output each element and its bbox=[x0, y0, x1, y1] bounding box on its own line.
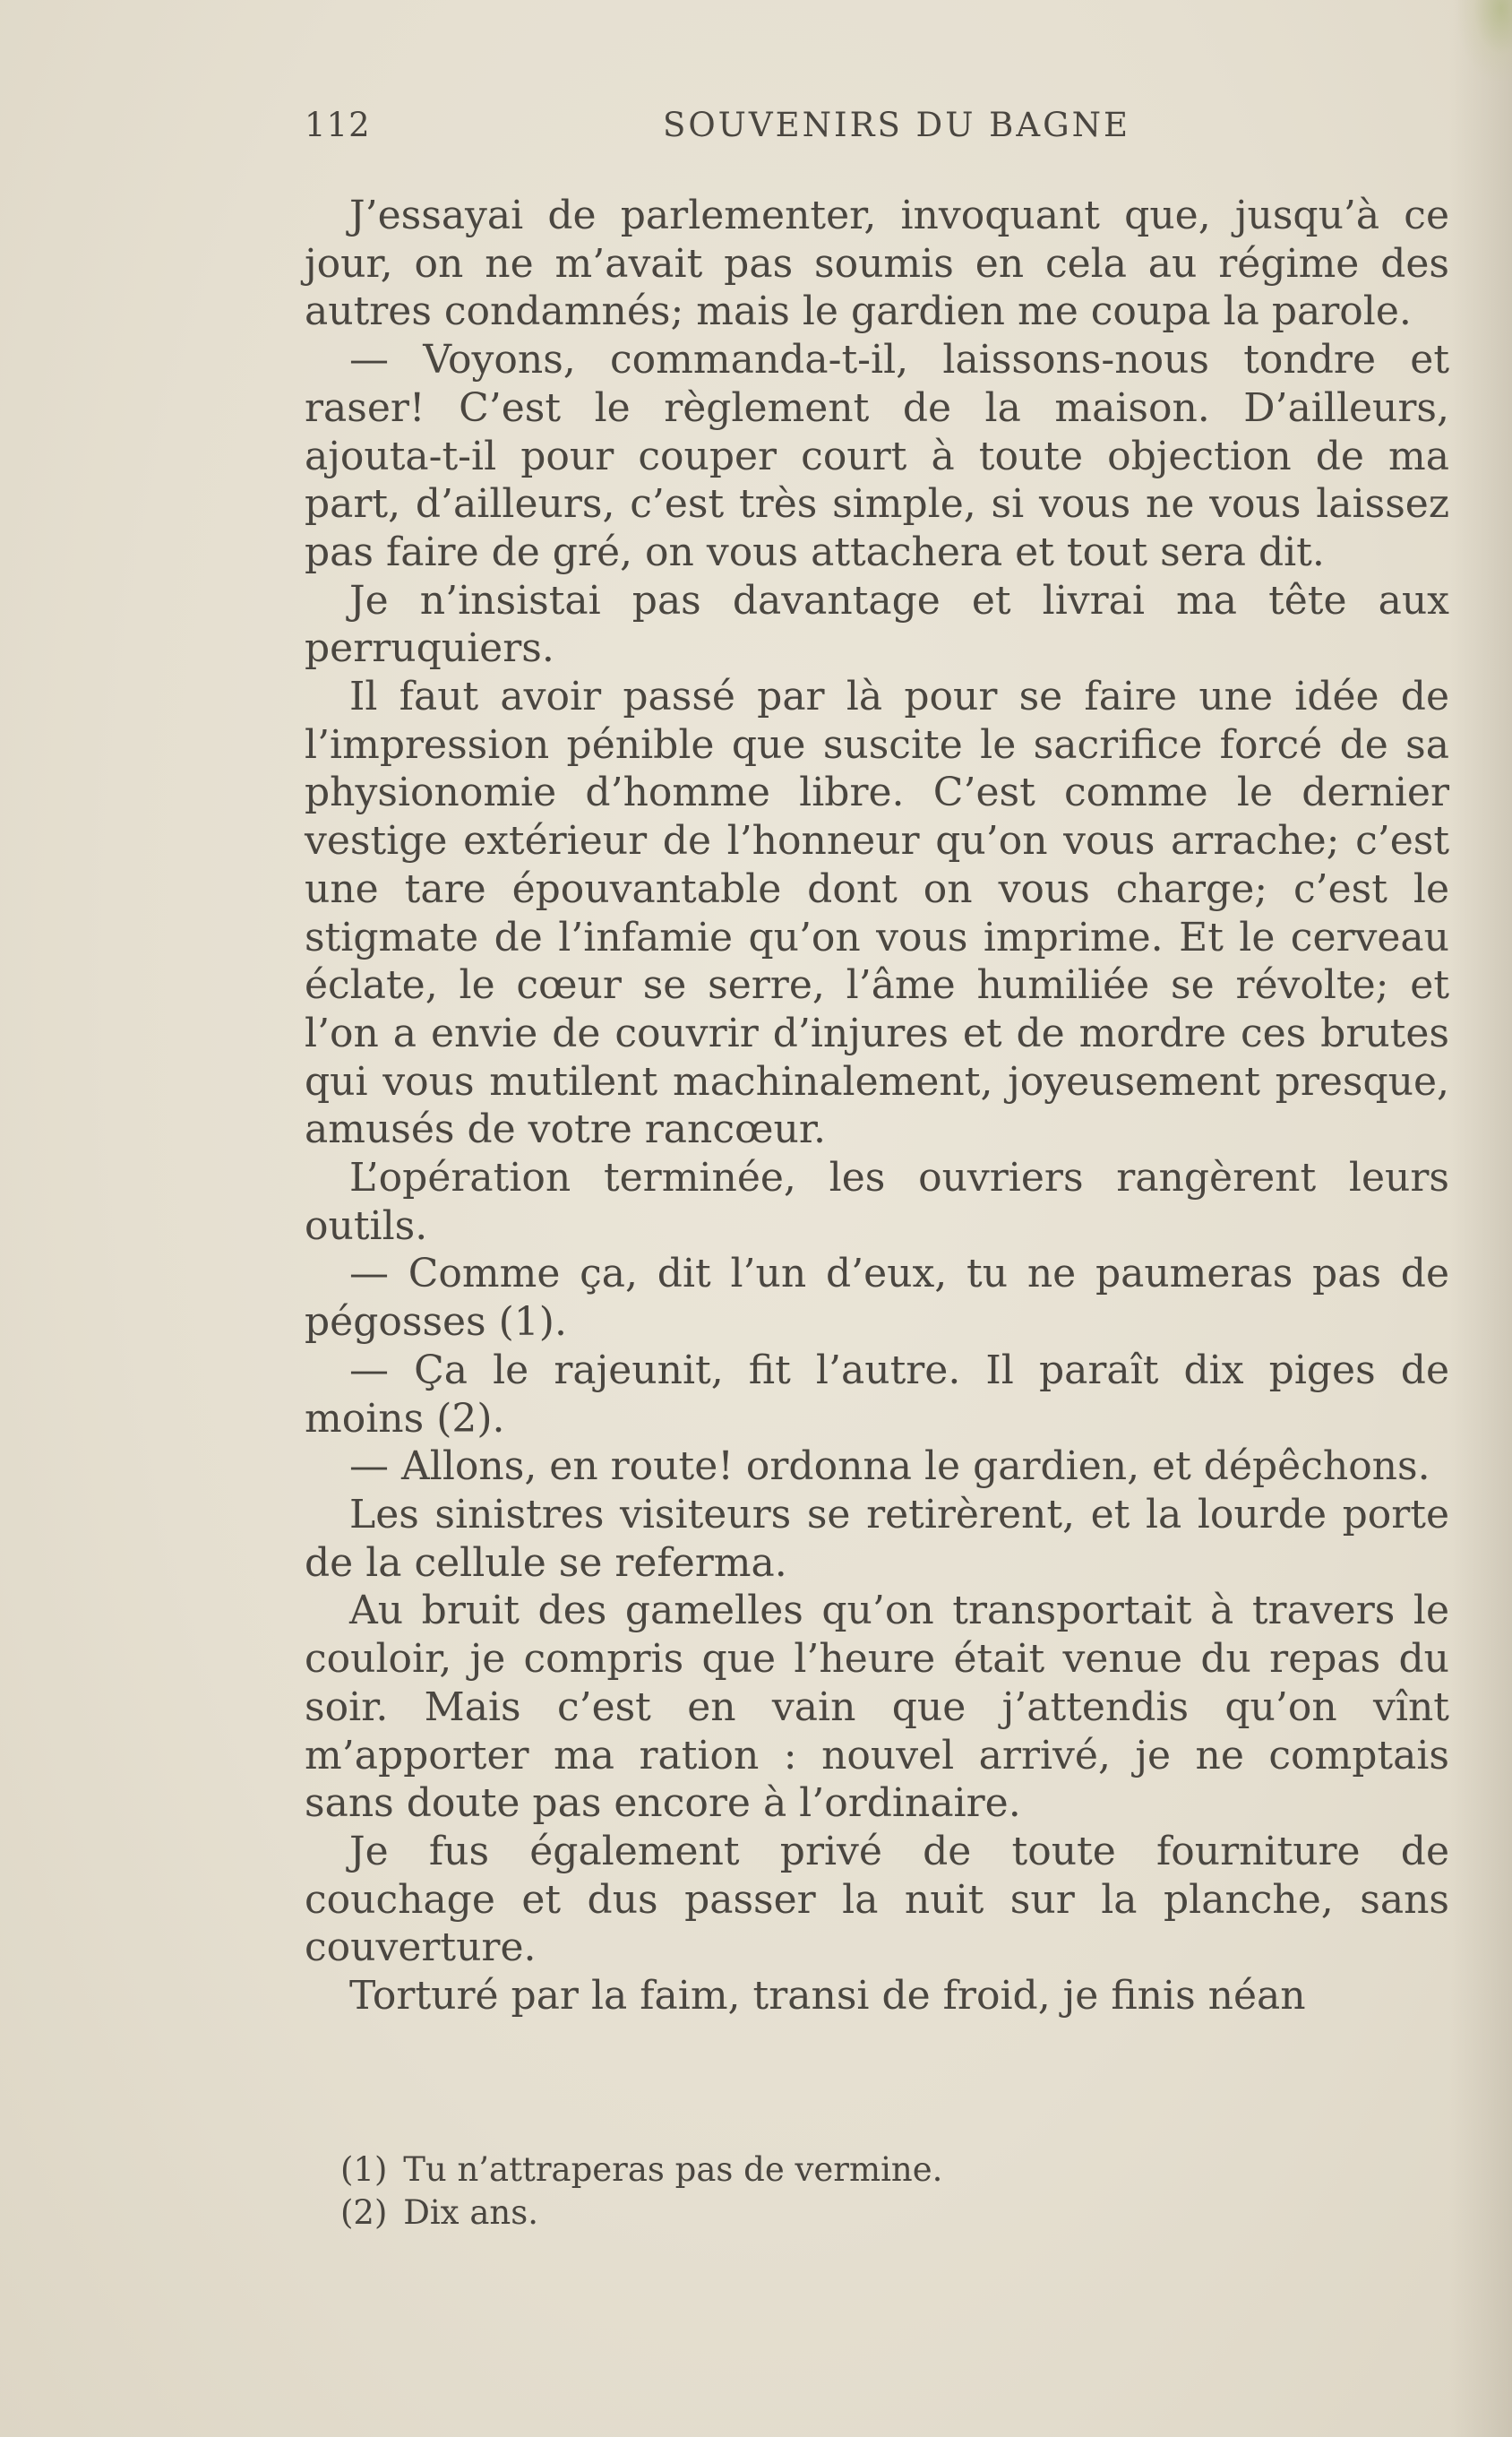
footnote-mark: (2) bbox=[340, 2193, 388, 2232]
paragraph: Il faut avoir passé par là pour se faire une idée de l’impression pénible que suscite le sacrifice forcé de sa physionomie d’homme libre. C’est comme le dernier vestige extérieur de l’honneur qu’on vous arrache; c’est une tare épouvantable dont on vous charge; c’est le stigmate de l’infamie qu’on vous imprime. Et le cerveau éclate, le cœur se serre, l’âme humiliée se révolte; et l’on a envie de couvrir d’injures et de mordre ces brutes qui vous mutilent machinalement, joyeusement presque, amusés de votre rancœur. bbox=[305, 674, 1449, 1153]
paragraph: — Voyons, commanda-t-il, laissons-nous tondre et raser! C’est le règlement de la maison. D’ailleurs, ajouta-t-il pour couper court à toute objection de ma part, d’ailleurs, c’est très simple, si vous ne vous laissez pas faire de gré, on vous attachera et tout sera dit. bbox=[305, 337, 1449, 575]
paragraph: J’essayai de parlementer, invoquant que, jusqu’à ce jour, on ne m’avait pas soumis en cela au régime des autres condamnés; mais le gardien me coupa la parole. bbox=[305, 193, 1449, 335]
paragraph: — Allons, en route! ordonna le gardien, et dépêchons. bbox=[349, 1443, 1430, 1490]
body-text bbox=[305, 192, 1449, 2020]
page-edge-shadow bbox=[1449, 0, 1512, 2437]
paragraph: — Ça le rajeunit, fit l’autre. Il paraît dix piges de moins (2). bbox=[305, 1347, 1449, 1442]
footnote-text: Dix ans. bbox=[403, 2193, 538, 2232]
footnote bbox=[340, 2149, 1326, 2192]
paragraph: Au bruit des gamelles qu’on transportait à travers le couloir, je compris que l’heure était venue du repas du soir. Mais c’est en vain que j’attendis qu’on vînt m’apporter ma ration : nouvel arrivé, je ne comptais sans doute pas encore à l’ordinaire. bbox=[305, 1588, 1449, 1827]
corner-stain bbox=[1458, 0, 1512, 81]
footnote bbox=[340, 2192, 1326, 2235]
page-number: 112 bbox=[305, 106, 371, 144]
paragraph: Je n’insistai pas davantage et livrai ma tête aux perruquiers. bbox=[305, 577, 1449, 672]
running-title: SOUVENIRS DU BAGNE bbox=[663, 106, 1131, 144]
paragraph: Torturé par la faim, transi de froid, je finis néan bbox=[349, 1973, 1306, 2019]
footnotes bbox=[340, 2149, 1326, 2235]
footnote-mark: (1) bbox=[340, 2150, 388, 2189]
footnote-text: Tu n’attraperas pas de vermine. bbox=[403, 2150, 943, 2189]
paragraph: — Comme ça, dit l’un d’eux, tu ne paumeras pas de pégosses (1). bbox=[305, 1251, 1449, 1346]
paragraph: Je fus également privé de toute fourniture de couchage et dus passer la nuit sur la planche, sans couverture. bbox=[305, 1828, 1449, 1971]
paragraph: Les sinistres visiteurs se retirèrent, et la lourde porte de la cellule se referma. bbox=[305, 1491, 1449, 1586]
page-header bbox=[305, 106, 1447, 151]
paragraph: L’opération terminée, les ouvriers rangèrent leurs outils. bbox=[305, 1155, 1449, 1249]
